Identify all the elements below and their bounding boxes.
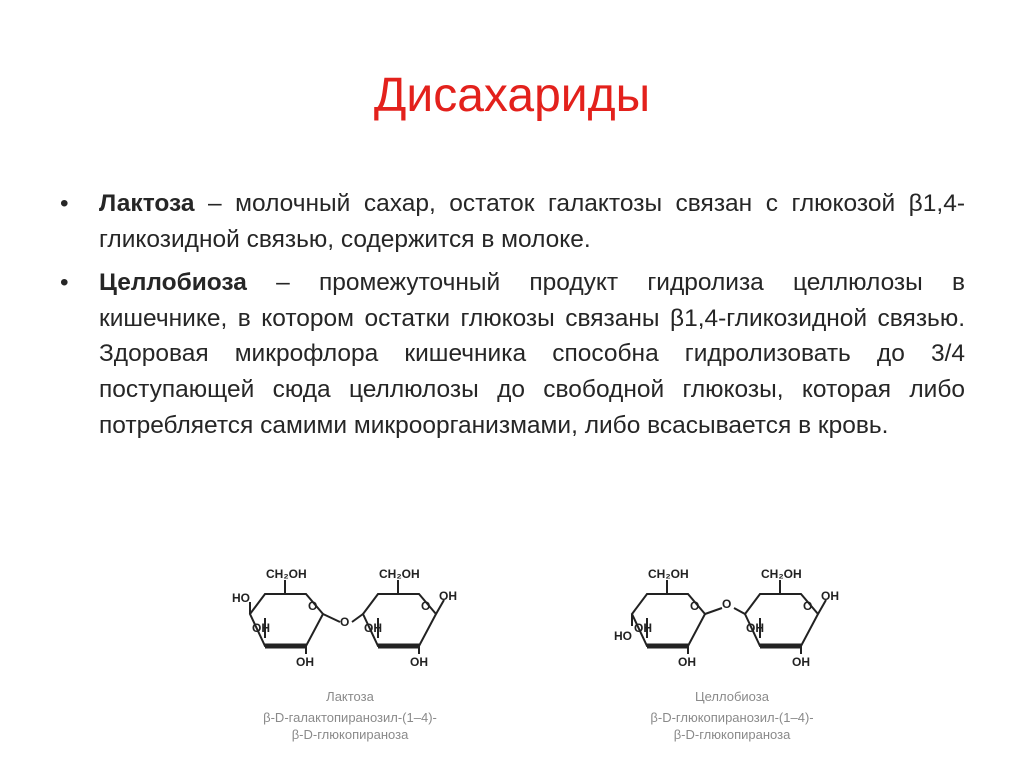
ch2oh-label: CH₂OH [761, 567, 802, 581]
bullet-lactose [60, 186, 965, 257]
ch2oh-label: CH₂OH [648, 567, 689, 581]
cellobiose-name: Целлобиоза [695, 689, 769, 704]
lactose-iupac-line1: β-D-галактопиранозил-(1–4)- [263, 710, 437, 725]
bullet-dot: • [60, 190, 69, 217]
lactose-structure [230, 562, 470, 672]
oh-label: OH [678, 655, 696, 669]
bullet-cellobiose [60, 265, 965, 443]
oh-label: OH [746, 621, 764, 635]
bullet-term: Целлобиоза [99, 269, 247, 297]
oh-label: OH [792, 655, 810, 669]
ring-oxygen-label: O [803, 599, 813, 613]
bullet-text: – молочный сахар, остаток галактозы связан с глюкозой β1,4-гликозидной связью, содержится в молоке. [99, 190, 965, 253]
ho-label: HO [232, 591, 250, 605]
ch2oh-label: CH₂OH [266, 567, 307, 581]
glycosidic-oxygen-label: O [722, 597, 732, 611]
lactose-caption [230, 688, 470, 743]
bullet-dot: • [60, 269, 69, 297]
glycosidic-oxygen-label: O [340, 615, 350, 629]
lactose-name: Лактоза [326, 689, 374, 704]
oh-label: OH [634, 621, 652, 635]
oh-label: OH [410, 655, 428, 669]
cellobiose-formula-diagram [612, 562, 852, 672]
ring-oxygen-label: O [421, 599, 431, 613]
bullet-term: Лактоза [99, 190, 195, 217]
bullet-list [60, 186, 965, 451]
bullet-text: – промежуточный продукт гидролиза целлюлозы в кишечнике, в котором остатки глюкозы связаны β1,4-гликозидной связью. Здоровая микрофлора кишечника способна гидролизовать до 3/4 поступающей сюда целлюлозы до свободной глюкозы, которая либо потребляется самими микроорганизмами, либо всасывается в кровь. [99, 269, 965, 439]
oh-label: OH [439, 589, 457, 603]
lactose-formula-diagram [230, 562, 470, 672]
oh-label: OH [364, 621, 382, 635]
lactose-iupac-line2: β-D-глюкопираноза [291, 727, 409, 742]
ch2oh-label: CH₂OH [379, 567, 420, 581]
oh-label: OH [252, 621, 270, 635]
ho-label: HO [614, 629, 632, 643]
cellobiose-iupac-line2: β-D-глюкопираноза [673, 727, 791, 742]
slide-title: Дисахариды [373, 69, 651, 122]
ring-oxygen-label: O [308, 599, 318, 613]
ring-oxygen-label: O [690, 599, 700, 613]
oh-label: OH [296, 655, 314, 669]
oh-label: OH [821, 589, 839, 603]
cellobiose-structure [612, 562, 852, 672]
cellobiose-iupac-line1: β-D-глюкопиранозил-(1–4)- [650, 710, 814, 725]
cellobiose-caption [612, 688, 852, 743]
